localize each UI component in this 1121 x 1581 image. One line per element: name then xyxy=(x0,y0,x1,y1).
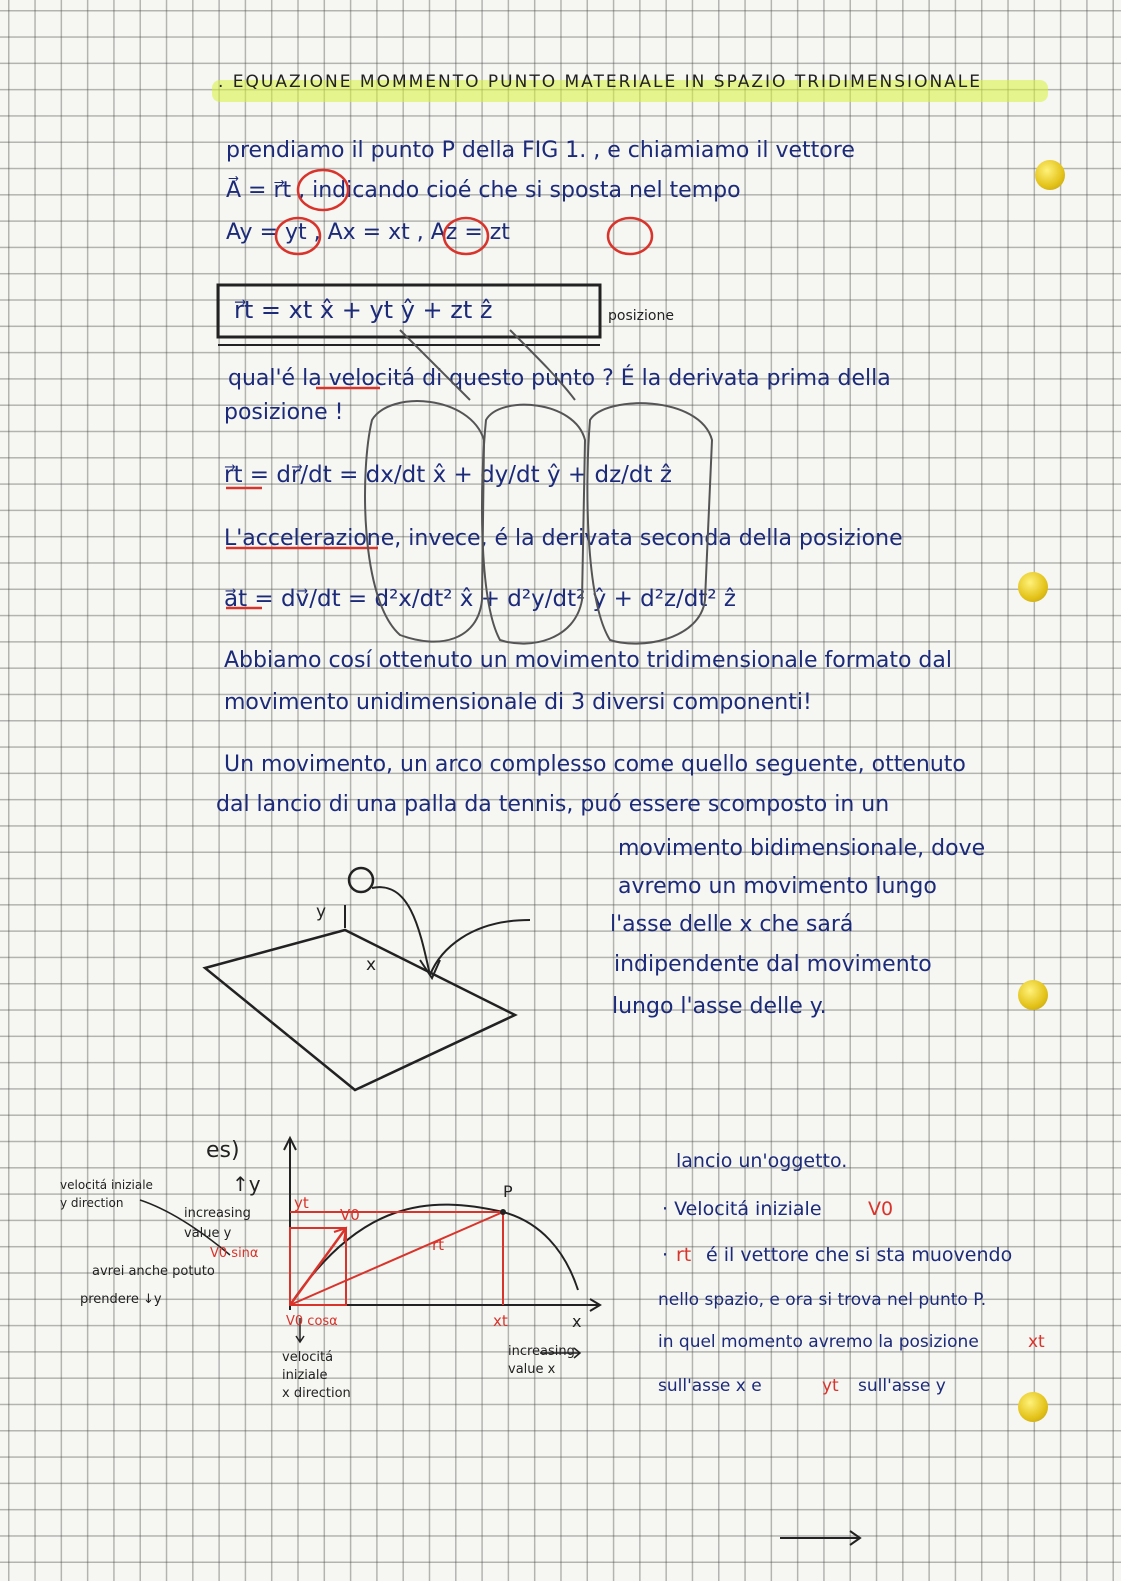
sketch1-x-label: x xyxy=(366,955,377,975)
text-line: L'accelerazione, invece, é la derivata seconda della posizione xyxy=(224,526,903,551)
alt-label: prendere ↓y xyxy=(80,1292,162,1307)
vel-x-label: iniziale xyxy=(282,1368,328,1383)
next-page-arrow xyxy=(780,1531,860,1545)
inc-y-label: increasing xyxy=(184,1206,251,1221)
text-line: dal lancio di una palla da tennis, puó essere scomposto in un xyxy=(216,792,890,817)
grouping-loop xyxy=(400,330,470,400)
text-line: movimento bidimensionale, dove xyxy=(618,836,986,861)
inc-y-label: value y xyxy=(184,1226,232,1241)
text-line: lungo l'asse delle y. xyxy=(612,994,827,1019)
vel-y-label: velocitá iniziale xyxy=(60,1178,153,1192)
grouping-loop xyxy=(587,403,712,643)
side-note: é il vettore che si sta muovendo xyxy=(706,1244,1013,1266)
text-line: prendiamo il punto P della FIG 1. , e chiamiamo il vettore xyxy=(226,138,855,163)
red-circle xyxy=(608,218,652,254)
grouping-loop xyxy=(482,405,585,644)
side-note-v0: V0 xyxy=(868,1198,894,1220)
text-line: qual'é la velocitá di questo punto ? É la derivata prima della xyxy=(228,366,891,391)
tennis-ball xyxy=(349,868,373,892)
text-line: l'asse delle x che sará xyxy=(610,912,854,937)
inc-x-label: value x xyxy=(508,1362,556,1377)
red-circle xyxy=(444,218,488,254)
text-line: indipendente dal movimento xyxy=(614,952,932,977)
text-line: A⃗ = r⃗t , indicando cioé che si sposta nel tempo xyxy=(226,178,741,203)
text-line: Abbiamo cosí ottenuto un movimento tridimensionale formato dal xyxy=(224,648,952,673)
side-note-yt: yt xyxy=(822,1376,839,1396)
side-note: · Velocitá iniziale xyxy=(662,1198,822,1220)
text-line: avremo un movimento lungo xyxy=(618,874,937,899)
tennis-plane xyxy=(205,930,515,1090)
page-title: . EQUAZIONE MOMMENTO PUNTO MATERIALE IN SPAZIO TRIDIMENSIONALE xyxy=(218,72,983,92)
side-note-rt: rt xyxy=(676,1244,692,1266)
xt-label: xt xyxy=(493,1312,508,1330)
side-note: · xyxy=(662,1244,669,1266)
up-y-label: ↑y xyxy=(232,1172,261,1196)
x-axis-label: x xyxy=(572,1312,582,1331)
text-line: posizione ! xyxy=(224,400,344,425)
ball-trajectory xyxy=(430,920,530,975)
vel-x-label: x direction xyxy=(282,1386,351,1401)
side-note: lancio un'oggetto. xyxy=(676,1150,848,1172)
text-line: Un movimento, un arco complesso come quello seguente, ottenuto xyxy=(224,752,966,777)
alt-label: avrei anche potuto xyxy=(92,1264,215,1279)
position-label: posizione xyxy=(608,308,674,324)
acceleration-equation: a⃗t = dv⃗/dt = d²x/dt² x̂ + d²y/dt² ŷ + d²z/dt² ẑ xyxy=(224,586,737,612)
rt-label: rt xyxy=(432,1236,445,1254)
position-equation: r⃗t = xt x̂ + yt ŷ + zt ẑ xyxy=(234,296,493,324)
point-p xyxy=(500,1209,506,1215)
side-note: sull'asse y xyxy=(858,1376,946,1396)
vel-x-label: velocitá xyxy=(282,1350,334,1365)
red-circle xyxy=(276,218,320,254)
velocity-equation: r⃗t = dr⃗/dt = dx/dt x̂ + dy/dt ŷ + dz/dt ẑ xyxy=(224,462,672,488)
y-direction-label: y direction xyxy=(60,1196,124,1210)
position-vector xyxy=(290,1212,503,1305)
side-note-xt: xt xyxy=(1028,1332,1045,1352)
equation-box xyxy=(218,285,600,337)
side-note: sull'asse x e xyxy=(658,1376,762,1396)
v0sin-label: V0 sinα xyxy=(210,1246,259,1261)
inc-x-label: increasing xyxy=(508,1344,575,1359)
grouping-loop xyxy=(510,330,575,400)
v0-label: V0 xyxy=(340,1206,360,1224)
side-note: in quel momento avremo la posizione xyxy=(658,1332,979,1352)
text-line: movimento unidimensionale di 3 diversi componenti! xyxy=(224,690,812,715)
example-label: es) xyxy=(206,1138,240,1163)
yt-label: yt xyxy=(294,1194,309,1212)
text-line: Ay = yt , Ax = xt , Az = zt xyxy=(226,220,510,245)
projectile-trajectory xyxy=(290,1205,578,1305)
point-p-label: P xyxy=(503,1182,513,1201)
grouping-loop xyxy=(365,401,484,642)
v0cos-label: V0 cosα xyxy=(286,1314,338,1329)
side-note: nello spazio, e ora si trova nel punto P. xyxy=(658,1290,987,1310)
red-circle xyxy=(298,170,348,210)
sketch1-y-label: y xyxy=(316,902,327,922)
